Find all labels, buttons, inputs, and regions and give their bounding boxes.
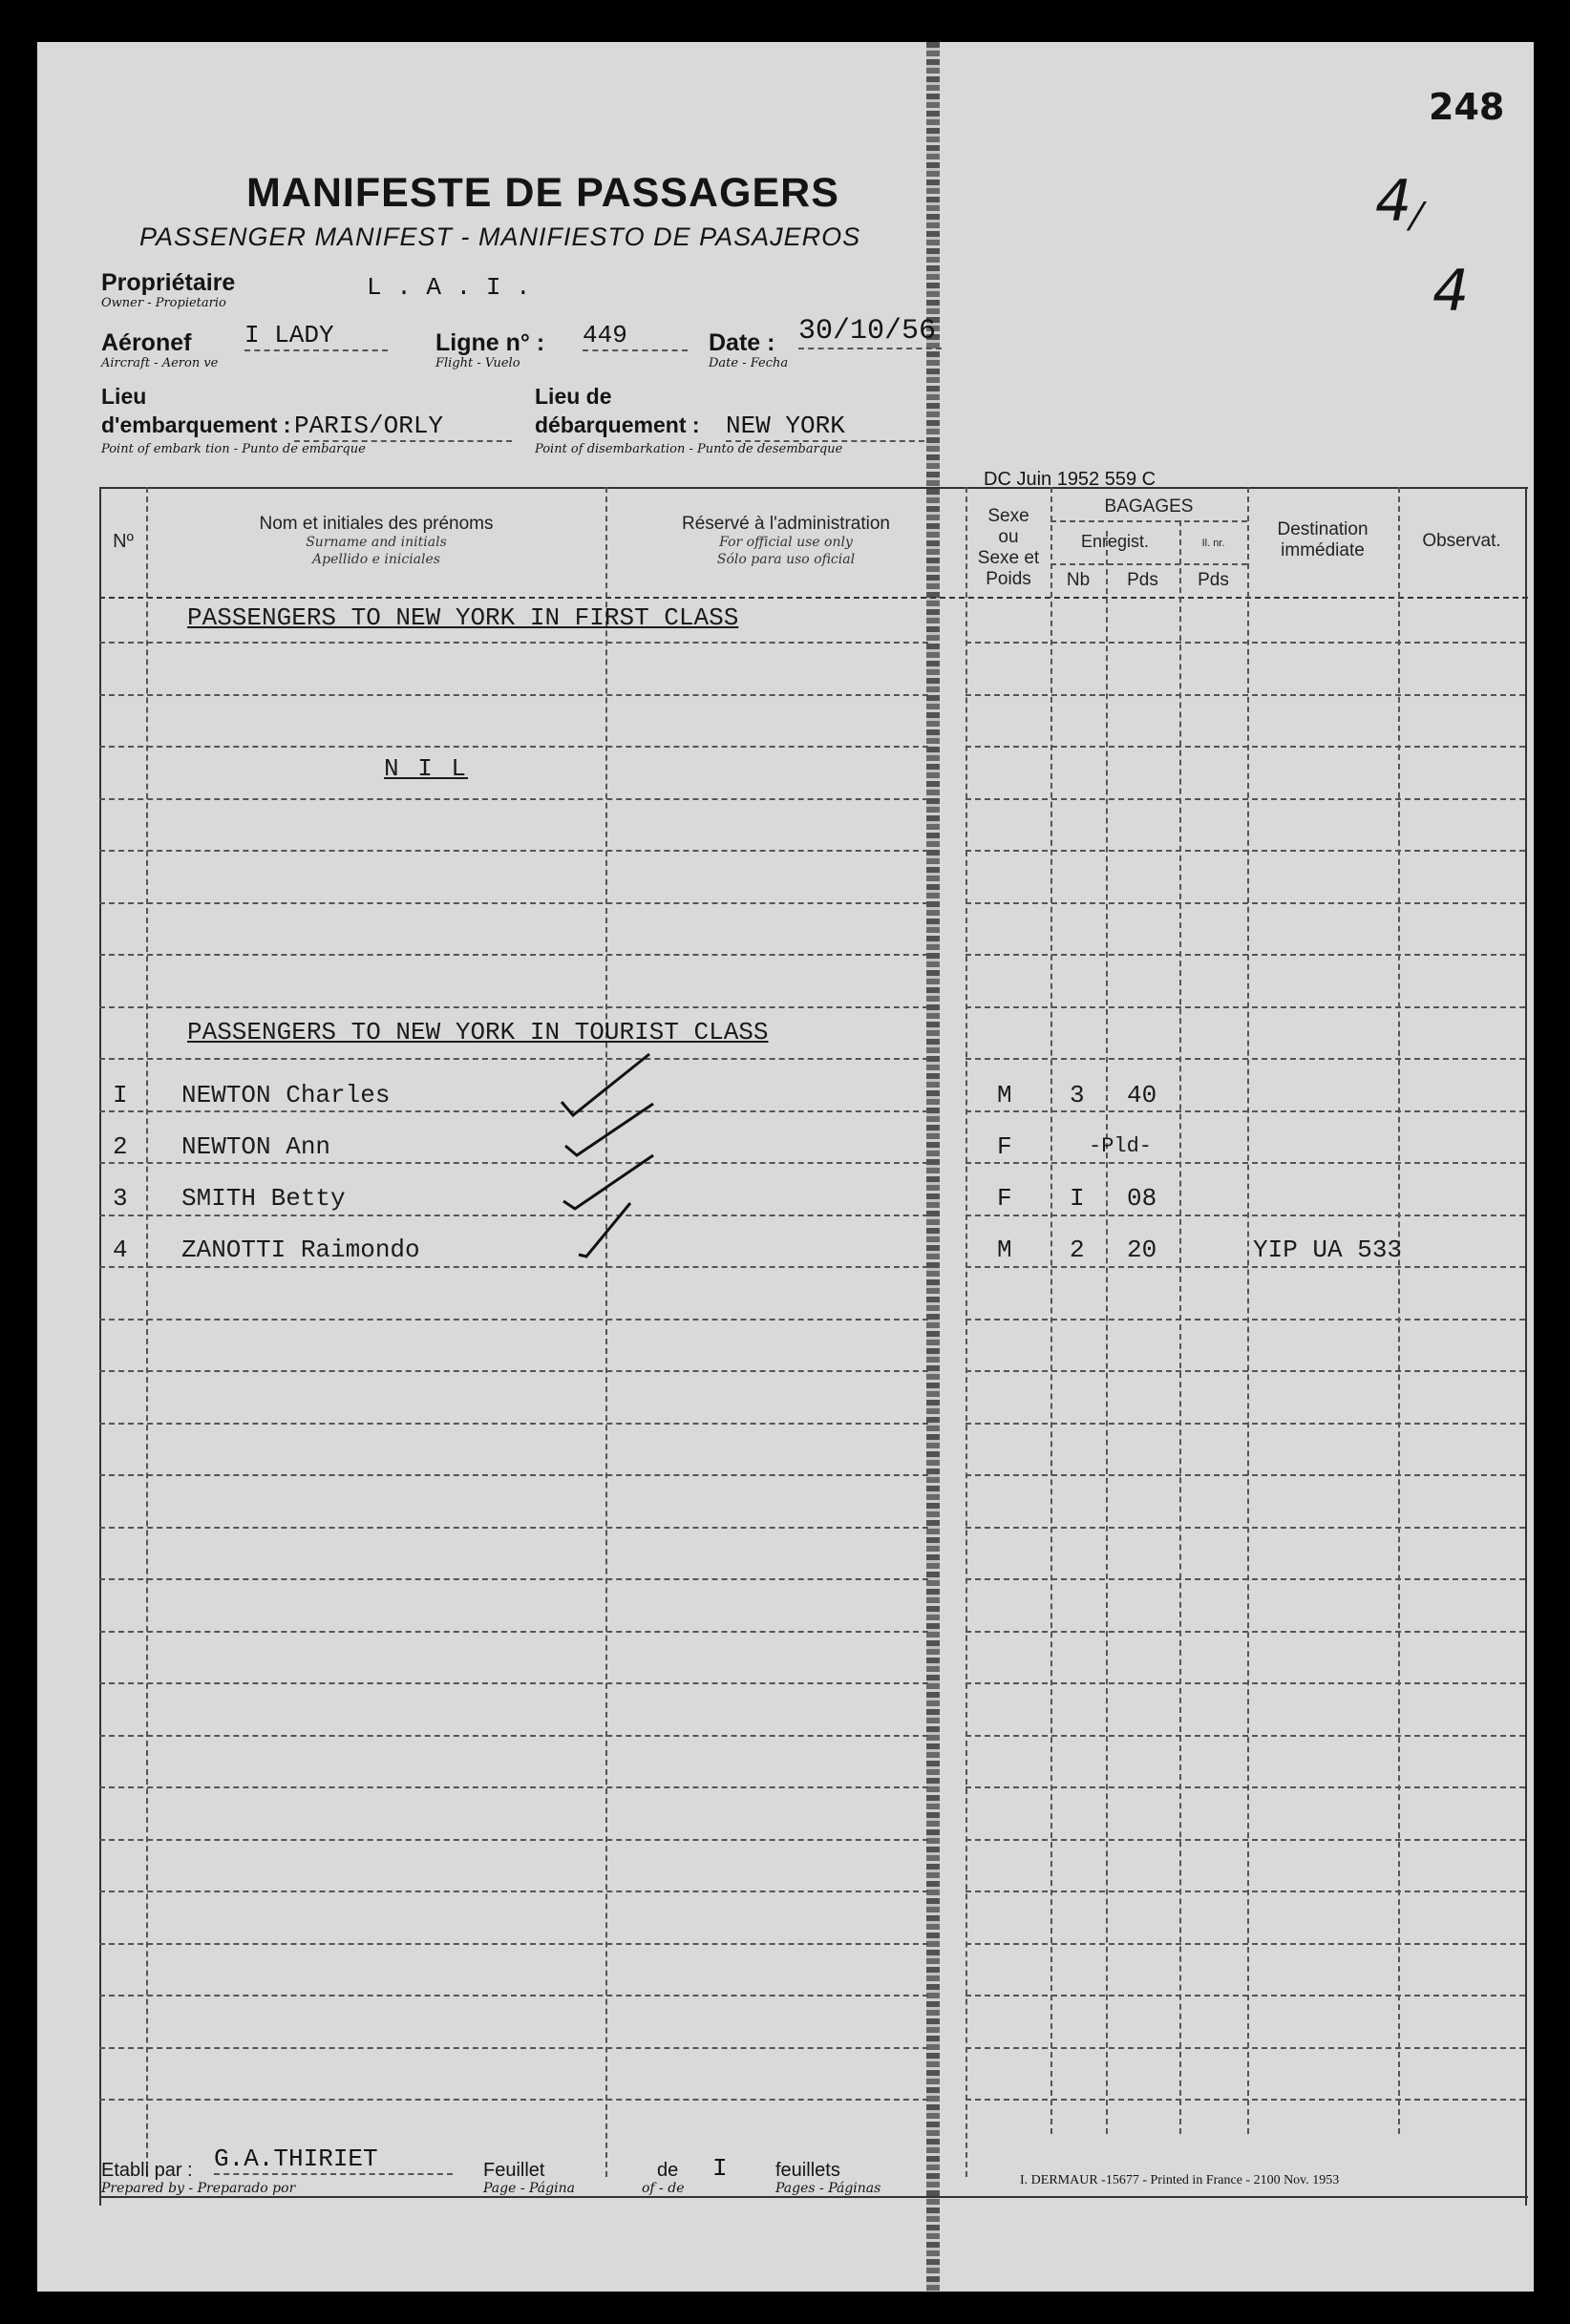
- col-line-right: [1525, 487, 1527, 2206]
- passenger-4-nb: 2: [1070, 1236, 1085, 1264]
- owner-sublabel: Owner - Propietario: [101, 296, 226, 310]
- aircraft-sublabel: Aircraft - Aeron ve: [101, 356, 219, 370]
- table-header-rule: [99, 597, 1528, 599]
- passenger-1-sex: M: [997, 1081, 1012, 1109]
- form-code: DC Juin 1952 559 C: [984, 469, 1156, 490]
- col-immediate-header: immédiate: [1281, 540, 1365, 560]
- embark-value: PARIS/ORLY: [294, 412, 512, 442]
- ledger-rule: [965, 1474, 1525, 1476]
- passenger-3-pds: 08: [1127, 1184, 1157, 1213]
- ledger-rule: [99, 1162, 928, 1164]
- passenger-4-no: 4: [113, 1236, 128, 1264]
- ledger-rule: [99, 1995, 928, 1997]
- col-destination-header: Destination: [1277, 519, 1368, 539]
- ledger-rule: [965, 1839, 1525, 1841]
- sheets-label: feuillets: [775, 2160, 840, 2181]
- ledger-rule: [99, 1058, 928, 1060]
- col-name-sub2: Apellido e iniciales: [312, 552, 440, 567]
- ledger-rule: [965, 1682, 1525, 1684]
- tourist-class-heading: PASSENGERS TO NEW YORK IN TOURIST CLASS: [187, 1018, 769, 1046]
- passenger-4-sex: M: [997, 1236, 1012, 1264]
- ledger-rule: [965, 1058, 1525, 1060]
- col-no-header: Nº: [113, 531, 134, 552]
- disembark-sublabel: Point of disembarkation - Punto de desembarque: [535, 442, 843, 456]
- margin-note-bottom: 4: [1432, 258, 1470, 325]
- established-value: G.A.THIRIET: [214, 2144, 453, 2175]
- ledger-rule: [99, 746, 928, 748]
- col-line-destination: [1398, 487, 1400, 2134]
- passenger-3-nb: I: [1070, 1184, 1085, 1213]
- margin-note-middle: ⁄: [1413, 196, 1420, 240]
- printer-line: I. DERMAUR -15677 - Printed in France - 2100 Nov. 1953: [1020, 2173, 1340, 2187]
- col-bagages-header: BAGAGES: [1104, 496, 1194, 517]
- ledger-rule: [965, 1110, 1525, 1112]
- passenger-1-name: NEWTON Charles: [181, 1081, 391, 1109]
- passenger-1-nb: 3: [1070, 1081, 1085, 1109]
- ledger-rule: [99, 1631, 928, 1633]
- ledger-rule: [99, 1006, 928, 1008]
- ledger-rule: [99, 1474, 928, 1476]
- ledger-rule: [99, 1423, 928, 1425]
- ledger-rule: [965, 1786, 1525, 1788]
- ledger-rule: [965, 850, 1525, 852]
- disembark-value: NEW YORK: [726, 412, 924, 442]
- passenger-4-name: ZANOTTI Raimondo: [181, 1236, 420, 1264]
- passenger-3-sex: F: [997, 1184, 1012, 1213]
- ledger-rule: [965, 2047, 1525, 2049]
- sheet-sublabel: Page - Página: [483, 2181, 575, 2196]
- col-line-sex: [1050, 487, 1052, 2134]
- ledger-rule: [965, 746, 1525, 748]
- passenger-2-no: 2: [113, 1132, 128, 1161]
- ledger-rule: [965, 1943, 1525, 1945]
- ledger-rule: [99, 1735, 928, 1737]
- ledger-rule: [965, 1006, 1525, 1008]
- page-number: 248: [1429, 86, 1505, 128]
- col-sex-header-3: Sexe et: [977, 548, 1040, 568]
- flight-value: 449: [583, 321, 688, 351]
- ledger-rule: [99, 1215, 928, 1216]
- col-reserved-sub2: Sólo para uso oficial: [716, 552, 856, 567]
- date-value: 30/10/56: [798, 315, 942, 349]
- ledger-rule: [965, 1527, 1525, 1529]
- col-line-no: [146, 487, 148, 2177]
- ledger-rule: [965, 1578, 1525, 1580]
- ledger-rule: [965, 902, 1525, 904]
- table-top-rule: [99, 487, 1528, 489]
- embark-label-1: Lieu: [101, 384, 147, 409]
- ledger-rule: [965, 1423, 1525, 1425]
- page-fold: [926, 42, 940, 2292]
- col-pds-header: Pds: [1127, 570, 1158, 590]
- ledger-rule: [99, 2099, 928, 2101]
- ledger-rule: [965, 798, 1525, 800]
- col-observ-header: Observat.: [1422, 531, 1501, 551]
- sheets-sublabel: Pages - Páginas: [775, 2181, 881, 2196]
- check-mark-3: [563, 1155, 653, 1209]
- of-sublabel: of - de: [642, 2181, 685, 2196]
- ledger-rule: [965, 1162, 1525, 1164]
- ledger-rule: [965, 2099, 1525, 2101]
- ledger-rule: [99, 1786, 928, 1788]
- ledger-rule: [965, 1370, 1525, 1372]
- col-name-header: Nom et initiales des prénoms: [259, 514, 494, 534]
- first-class-entry: N I L: [384, 754, 469, 783]
- footer-rule: [99, 2196, 1528, 2198]
- ledger-rule: [99, 1891, 928, 1892]
- col-line-nb: [1106, 531, 1108, 2134]
- passenger-2-nb: -Pld-: [1089, 1134, 1153, 1158]
- ledger-rule: [99, 2047, 928, 2049]
- disembark-label-1: Lieu de: [535, 384, 612, 409]
- form-subtitle: PASSENGER MANIFEST - MANIFIESTO DE PASAJEROS: [139, 222, 861, 251]
- passenger-2-sex: F: [997, 1132, 1012, 1161]
- ledger-rule: [99, 954, 928, 956]
- sheet-label: Feuillet: [483, 2160, 545, 2181]
- ledger-rule: [965, 954, 1525, 956]
- check-marks: [554, 1031, 668, 1260]
- passenger-4-destination: YIP UA 533: [1253, 1236, 1403, 1264]
- bagages-rule: [1050, 520, 1247, 522]
- check-mark-4: [579, 1203, 630, 1257]
- col-line-name: [605, 487, 607, 2177]
- owner-label: Propriétaire: [101, 269, 236, 296]
- flight-sublabel: Flight - Vuelo: [435, 356, 520, 370]
- col-reserved-header: Réservé à l'administration: [682, 514, 890, 534]
- enregist-rule: [1050, 563, 1247, 565]
- ledger-rule: [99, 850, 928, 852]
- manifest-sheet: [37, 42, 1534, 2292]
- ledger-rule: [99, 1266, 928, 1268]
- aircraft-label: Aéronef: [101, 329, 192, 356]
- col-name-sub1: Surname and initials: [306, 535, 447, 550]
- ledger-rule: [965, 1995, 1525, 1997]
- col-reserved-sub1: For official use only: [719, 535, 853, 550]
- passenger-2-name: NEWTON Ann: [181, 1132, 331, 1161]
- passenger-3-no: 3: [113, 1184, 128, 1213]
- passenger-1-pds: 40: [1127, 1081, 1157, 1109]
- ledger-rule: [965, 1319, 1525, 1320]
- ledger-rule: [965, 642, 1525, 644]
- ledger-rule: [99, 1682, 928, 1684]
- ledger-rule: [965, 1215, 1525, 1216]
- col-sex-header-2: ou: [998, 527, 1019, 547]
- first-class-heading: PASSENGERS TO NEW YORK IN FIRST CLASS: [187, 603, 739, 632]
- ledger-rule: [99, 798, 928, 800]
- ledger-rule: [965, 694, 1525, 696]
- ledger-rule: [99, 1527, 928, 1529]
- col-line-left: [99, 487, 101, 2206]
- col-enregist-header: Enregist.: [1080, 532, 1150, 551]
- ledger-rule: [99, 642, 928, 644]
- ledger-rule: [99, 1319, 928, 1320]
- ledger-rule: [99, 694, 928, 696]
- col-nb-header: Nb: [1066, 570, 1091, 590]
- of-label: de: [657, 2160, 679, 2181]
- check-mark-1: [562, 1054, 649, 1115]
- embark-sublabel: Point of embark tion - Punto de embarque: [101, 442, 366, 456]
- of-value: I: [712, 2154, 728, 2183]
- ledger-rule: [99, 1839, 928, 1841]
- col-line-reserved: [965, 487, 967, 2177]
- ledger-rule: [965, 1735, 1525, 1737]
- flight-label: Ligne n° :: [435, 329, 545, 356]
- ledger-rule: [965, 1891, 1525, 1892]
- passenger-3-name: SMITH Betty: [181, 1184, 346, 1213]
- ledger-rule: [99, 1943, 928, 1945]
- ledger-rule: [99, 902, 928, 904]
- established-label: Etabli par :: [101, 2160, 193, 2181]
- col-nonenregist-header: Il. nr.: [1201, 538, 1225, 549]
- disembark-label-2: débarquement :: [535, 412, 700, 437]
- established-sublabel: Prepared by - Preparado por: [101, 2181, 296, 2196]
- margin-note-top: 4: [1375, 168, 1412, 235]
- ledger-rule: [99, 1578, 928, 1580]
- ledger-rule: [99, 1370, 928, 1372]
- ledger-rule: [965, 1266, 1525, 1268]
- col-line-bagages: [1247, 487, 1249, 2134]
- date-sublabel: Date - Fecha: [709, 356, 789, 370]
- col-sex-header-1: Sexe: [987, 506, 1029, 526]
- passenger-4-pds: 20: [1127, 1236, 1157, 1264]
- ledger-rule: [99, 1110, 928, 1112]
- form-title: MANIFESTE DE PASSAGERS: [246, 170, 839, 216]
- date-label: Date :: [709, 329, 775, 356]
- passenger-1-no: I: [113, 1081, 128, 1109]
- col-sex-header-4: Poids: [986, 569, 1031, 589]
- embark-label-2: d'embarquement :: [101, 412, 291, 437]
- ledger-rule: [965, 1631, 1525, 1633]
- aircraft-value: I LADY: [244, 321, 388, 351]
- col-pds2-header: Pds: [1198, 570, 1229, 590]
- owner-value: L . A . I .: [367, 273, 531, 302]
